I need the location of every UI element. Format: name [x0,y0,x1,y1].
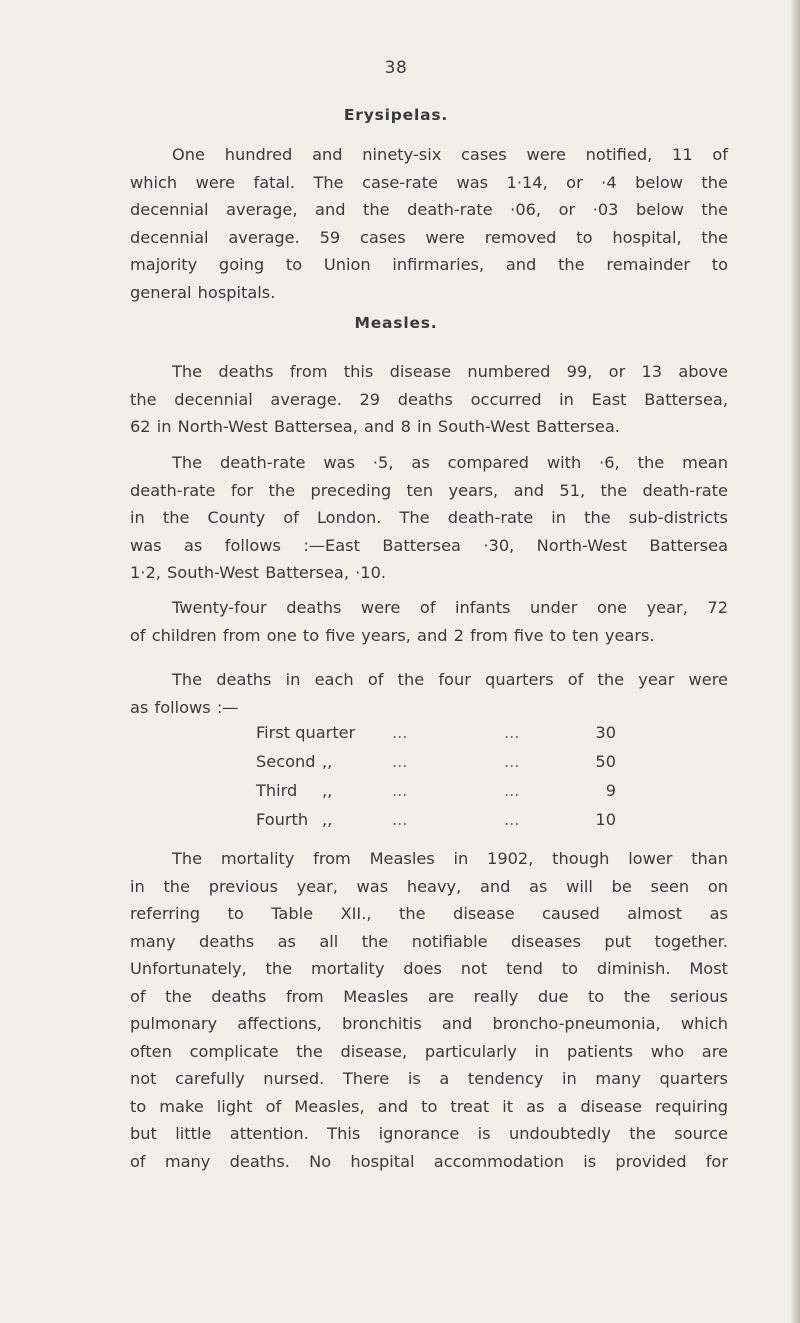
erysipelas-paragraph [130,141,728,306]
ditto-mark: ,, [322,810,333,829]
quarter-row [256,781,616,810]
leader-dots: ... [504,810,520,829]
leader-dots: ... [504,723,520,742]
quarter-name: Fourth [256,810,309,829]
text-line: as follows :— [130,697,239,717]
quarter-deaths: 30 [595,723,616,742]
text-line: referring to Table XII., the disease caused almost as [130,904,728,923]
text-line: One hundred and ninety-six cases were notified, 11 of [172,145,728,164]
text-line: pulmonary affections, bronchitis and broncho-pneumonia, which [130,1014,728,1033]
measles-paragraph-4 [130,666,728,721]
leader-dots: ... [392,810,408,829]
ditto-mark: ,, [322,752,333,771]
text-line: Twenty-four deaths were of infants under one year, 72 [172,598,728,617]
text-line: majority going to Union infirmaries, and the remainder to [130,255,728,274]
quarter-name: Third [256,781,298,800]
page-edge [790,0,800,1323]
text-line: but little attention. This ignorance is undoubtedly the source [130,1124,728,1143]
quarters-table [256,723,616,839]
measles-paragraph-3 [130,594,728,649]
erysipelas-heading: Erysipelas. [343,106,449,124]
text-line: decennial average, and the death-rate ·06, or ·03 below the [130,200,728,219]
text-line: many deaths as all the notifiable diseases put together. [130,931,728,951]
measles-paragraph-2 [130,449,728,587]
text-line: death-rate for the preceding ten years, and 51, the death-rate [130,480,728,500]
text-line: the decennial average. 29 deaths occurred in East Battersea, [130,389,728,409]
text-line: The mortality from Measles in 1902, though lower than [172,849,728,868]
text-line: to make light of Measles, and to treat it as a disease requiring [130,1096,728,1116]
text-line: 1·2, South-West Battersea, ·10. [130,563,387,582]
page-number: 38 [384,58,408,78]
text-line: of the deaths from Measles are really due to the serious [130,986,728,1006]
text-line: The death-rate was ·5, as compared with ·6, the mean [172,453,728,472]
text-line: often complicate the disease, particularly in patients who are [130,1041,728,1061]
leader-dots: ... [392,752,408,771]
text-line: in the County of London. The death-rate in the sub-districts [130,508,728,527]
leader-dots: ... [504,781,520,800]
quarter-name: First quarter [256,723,356,742]
text-line: of children from one to five years, and 2 from five to ten years. [130,625,655,645]
text-line: 62 in North-West Battersea, and 8 in South-West Battersea. [130,417,620,436]
leader-dots: ... [504,752,520,771]
text-line: in the previous year, was heavy, and as will be seen on [130,876,728,896]
quarter-row [256,810,616,839]
quarter-row [256,752,616,781]
text-line: Unfortunately, the mortality does not tend to diminish. Most [130,959,728,978]
text-line: The deaths in each of the four quarters of the year were [172,670,728,689]
ditto-mark: ,, [322,781,333,800]
quarter-deaths: 50 [595,752,616,771]
text-line: of many deaths. No hospital accommodation is provided for [130,1151,728,1171]
text-line: was as follows :—East Battersea ·30, North-West Battersea [130,535,728,555]
text-line: general hospitals. [130,282,276,302]
text-line: not carefully nursed. There is a tendency in many quarters [130,1069,728,1088]
text-line: decennial average. 59 cases were removed to hospital, the [130,227,728,247]
text-line: which were fatal. The case-rate was 1·14, or ·4 below the [130,172,728,192]
quarter-deaths: 9 [605,781,616,800]
measles-heading: Measles. [354,314,438,332]
measles-paragraph-5 [130,845,728,1175]
text-line: The deaths from this disease numbered 99, or 13 above [172,362,728,381]
quarter-row [256,723,616,752]
measles-paragraph-1 [130,358,728,441]
quarter-deaths: 10 [595,810,616,829]
quarter-name: Second [256,752,316,771]
leader-dots: ... [392,781,408,800]
leader-dots: ... [392,723,408,742]
